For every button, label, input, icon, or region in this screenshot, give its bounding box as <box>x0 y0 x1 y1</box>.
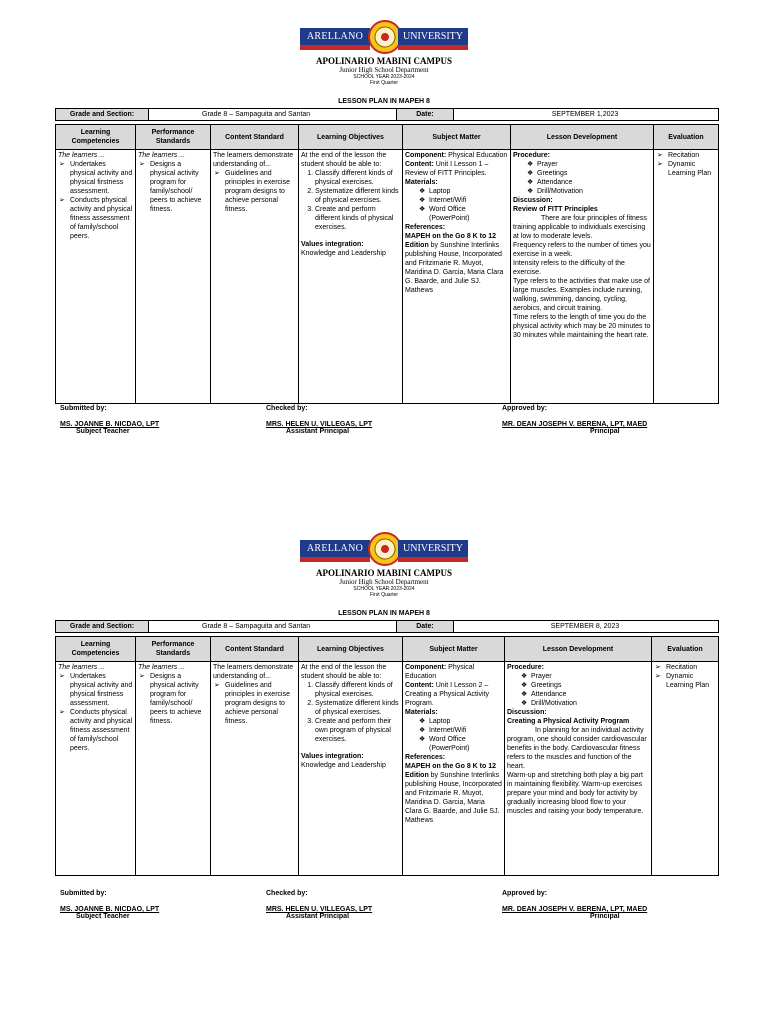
procedure-item: ❖ Attendance <box>537 178 651 187</box>
content-item: ➢ Guidelines and principles in exercise program designs to achieve personal fitness. <box>225 681 296 726</box>
objectives-intro: At the end of the lesson the student should be able to: <box>301 152 387 168</box>
discussion-paragraph: There are four principles of fitness training applicable to individuals exercising at low to moderate levels. <box>513 215 647 240</box>
discussion-label: Discussion: <box>507 709 547 716</box>
learners-intro: The learners ... <box>138 664 186 671</box>
objective-item: 3. Create and perform their own program of physical exercises. <box>315 717 400 744</box>
material-item: ❖ Laptop <box>429 187 508 196</box>
date-label: Date: <box>396 621 454 632</box>
component-value: Physical Education <box>405 664 475 680</box>
reference-title: MAPEH on the Go 8 K to 12 Edition <box>405 233 497 249</box>
competencies-cell <box>56 150 136 404</box>
content-item: ➢ Guidelines and principles in exercise program designs to achieve personal fitness. <box>225 169 296 214</box>
school-year: SCHOOL YEAR 2023-2024 <box>353 586 415 592</box>
performance-item: ➢ Designs a physical activity program for family/school/ peers to achieve fitness. <box>150 672 208 726</box>
discussion-paragraph: In planning for an individual activity program, one should consider cardiovascular benefits in the body. Cardiovascular fitness refers to the muscles and function of the heart. <box>507 727 647 770</box>
development-cell <box>505 662 652 876</box>
competencies-cell <box>56 662 136 876</box>
quarter: First Quarter <box>369 80 399 86</box>
seal-icon <box>368 532 402 566</box>
discussion-paragraph: Intensity refers to the difficulty of the exercise. <box>513 260 625 276</box>
component-label: Component: <box>405 152 447 159</box>
component-value: Physical Education <box>448 152 508 159</box>
material-item: ❖ Word Office (PowerPoint) <box>429 735 502 753</box>
school-header <box>0 56 768 86</box>
principal-role: Principal <box>590 428 620 435</box>
teacher-role: Subject Teacher <box>76 428 130 435</box>
content-cell <box>211 150 299 404</box>
col-competencies: Learning Competencies <box>56 125 136 150</box>
col-competencies: Learning Competencies <box>56 637 136 662</box>
col-subject: Subject Matter <box>403 637 505 662</box>
department: Junior High School Department <box>339 578 429 586</box>
procedure-label: Procedure: <box>513 152 550 159</box>
grade-section-value: Grade 8 – Sampaguita and Santan <box>202 623 311 630</box>
objectives-intro: At the end of the lesson the student should be able to: <box>301 664 387 680</box>
principal-role: Principal <box>590 913 620 920</box>
lesson-table <box>55 124 719 404</box>
evaluation-cell <box>654 150 719 404</box>
content-label: Content: <box>405 161 434 168</box>
ap-name: MRS. HELEN U. VILLEGAS, LPT <box>266 421 373 428</box>
checked-by <box>266 890 372 920</box>
evaluation-cell <box>652 662 719 876</box>
quarter: First Quarter <box>369 592 399 598</box>
content-value: Unit I Lesson 1 – Review of FITT Principles. <box>405 161 489 177</box>
logo-text-right: UNIVERSITY <box>398 540 468 557</box>
col-content: Content Standard <box>211 125 299 150</box>
discussion-paragraph: Type refers to the activities that make use of large muscles. Examples include running, walking, swimming, dancing, cycling, aerobics, and circuit training. <box>513 278 650 312</box>
performance-item: ➢ Designs a physical activity program for family/school/ peers to achieve fitness. <box>150 160 208 214</box>
col-evaluation: Evaluation <box>652 637 719 662</box>
procedure-item: ❖ Prayer <box>531 672 649 681</box>
seal-icon <box>368 20 402 54</box>
campus-name: APOLINARIO MABINI CAMPUS <box>315 56 452 66</box>
references-label: References: <box>405 754 446 761</box>
teacher-name: MS. JOANNE B. NICDAO, LPT <box>60 906 160 913</box>
col-development: Lesson Development <box>505 637 652 662</box>
col-evaluation: Evaluation <box>654 125 719 150</box>
col-objectives: Learning Objectives <box>299 125 403 150</box>
discussion-title: Creating a Physical Activity Program <box>507 718 630 725</box>
submitted-by <box>60 405 159 435</box>
discussion-label: Discussion: <box>513 197 553 204</box>
objective-item: 2. Systematize different kinds of physical exercises. <box>315 187 400 205</box>
lesson-table <box>55 636 719 876</box>
approved-label: Approved by: <box>502 405 548 412</box>
date-value: SEPTEMBER 8, 2023 <box>550 623 620 630</box>
evaluation-item: ➢ Dynamic Learning Plan <box>668 160 716 178</box>
col-development: Lesson Development <box>511 125 654 150</box>
reference-rest: by Sunshine Interlinks publishing House, Incorporated and Fritzimarie R. Muyot, Maridina D. Garcia, Maria Clara G. Baarde, and Julie SJ. Mathews <box>405 772 502 824</box>
ap-role: Assistant Principal <box>286 913 350 920</box>
principal-name: MR. DEAN JOSEPH V. BERENA, LPT, MAED <box>502 906 648 913</box>
development-cell <box>511 150 654 404</box>
col-content: Content Standard <box>211 637 299 662</box>
material-item: ❖ Word Office (PowerPoint) <box>429 205 508 223</box>
content-value: Unit I Lesson 2 – Creating a Physical Activity Program. <box>405 682 490 707</box>
values-label: Values integration: <box>301 241 364 248</box>
content-label: Content: <box>405 682 434 689</box>
ap-role: Assistant Principal <box>286 428 350 435</box>
evaluation-item: ➢ Dynamic Learning Plan <box>666 672 716 690</box>
content-cell <box>211 662 299 876</box>
date-value: SEPTEMBER 1,2023 <box>551 111 619 118</box>
learners-intro: The learners ... <box>138 152 186 159</box>
teacher-name: MS. JOANNE B. NICDAO, LPT <box>60 421 160 428</box>
evaluation-item: ➢ Recitation <box>668 151 716 160</box>
col-performance: Performance Standards <box>136 637 211 662</box>
objectives-cell <box>299 662 403 876</box>
competency-item: ➢ Undertakes physical activity and physical firstness assessment. <box>70 672 133 708</box>
school-header <box>0 568 768 598</box>
discussion-paragraph: Warm-up and stretching both play a big part in maintaining flexibility. Warm-up exercises prepare your mind and body for activity by gradually increasing blood flow to your muscles and raising your body temperature. <box>507 772 644 815</box>
procedure-item: ❖ Greetings <box>531 681 649 690</box>
checked-label: Checked by: <box>266 890 308 897</box>
lesson-plan-2 <box>0 512 768 1024</box>
procedure-item: ❖ Prayer <box>537 160 651 169</box>
page-title: LESSON PLAN IN MAPEH 8 <box>338 98 430 105</box>
university-logo <box>300 532 468 568</box>
discussion-paragraph: Frequency refers to the number of times you exercise in a week. <box>513 242 651 258</box>
objective-item: 3. Create and perform different kinds of physical exercises. <box>315 205 400 232</box>
procedure-label: Procedure: <box>507 664 544 671</box>
learners-intro: The learners ... <box>58 664 106 671</box>
objective-item: 1. Classify different kinds of physical exercises. <box>315 681 400 699</box>
col-objectives: Learning Objectives <box>299 637 403 662</box>
material-item: ❖ Internet/Wifi <box>429 726 502 735</box>
principal-name: MR. DEAN JOSEPH V. BERENA, LPT, MAED <box>502 421 648 428</box>
grade-section-row <box>55 108 719 121</box>
reference-rest: by Sunshine Interlinks publishing House, Incorporated and Fritzimarie R. Muyot, Maridina D. Garcia, Maria Clara G. Baarde, and Julie SJ. Mathews <box>405 242 504 294</box>
discussion-paragraph: Time refers to the length of time you do the physical activity which may be 20 minutes to 30 minutes while maintaining the heart rate. <box>513 314 651 339</box>
date-label: Date: <box>396 109 454 120</box>
material-item: ❖ Laptop <box>429 717 502 726</box>
procedure-item: ❖ Drill/Motivation <box>537 187 651 196</box>
campus-name: APOLINARIO MABINI CAMPUS <box>315 568 452 578</box>
objective-item: 2. Systematize different kinds of physical exercises. <box>315 699 400 717</box>
evaluation-item: ➢ Recitation <box>666 663 716 672</box>
logo-text-right: UNIVERSITY <box>398 28 468 45</box>
approved-label: Approved by: <box>502 890 548 897</box>
school-year: SCHOOL YEAR 2023-2024 <box>353 74 415 80</box>
material-item: ❖ Internet/Wifi <box>429 196 508 205</box>
objective-item: 1. Classify different kinds of physical exercises. <box>315 169 400 187</box>
objectives-cell <box>299 150 403 404</box>
department: Junior High School Department <box>339 66 429 74</box>
performance-cell <box>136 662 211 876</box>
subject-cell <box>403 662 505 876</box>
competency-item: ➢ Undertakes physical activity and physical firstness assessment. <box>70 160 133 196</box>
ap-name: MRS. HELEN U. VILLEGAS, LPT <box>266 906 373 913</box>
teacher-role: Subject Teacher <box>76 913 130 920</box>
reference-title: MAPEH on the Go 8 K to 12 Edition <box>405 763 497 779</box>
procedure-item: ❖ Greetings <box>537 169 651 178</box>
grade-section-row <box>55 620 719 633</box>
values-text: Knowledge and Leadership <box>301 762 386 769</box>
submitted-label: Submitted by: <box>60 405 107 412</box>
checked-label: Checked by: <box>266 405 308 412</box>
approved-by <box>502 890 647 920</box>
content-intro: The learners demonstrate understanding of... <box>213 664 294 680</box>
submitted-label: Submitted by: <box>60 890 107 897</box>
content-intro: The learners demonstrate understanding of... <box>213 152 294 168</box>
materials-label: Materials: <box>405 709 438 716</box>
page-title: LESSON PLAN IN MAPEH 8 <box>338 610 430 617</box>
checked-by <box>266 405 372 435</box>
grade-section-label: Grade and Section: <box>56 109 149 120</box>
procedure-item: ❖ Attendance <box>531 690 649 699</box>
logo-text-left: ARELLANO <box>300 540 370 557</box>
col-subject: Subject Matter <box>403 125 511 150</box>
submitted-by <box>60 890 159 920</box>
component-label: Component: <box>405 664 447 671</box>
subject-cell <box>403 150 511 404</box>
performance-cell <box>136 150 211 404</box>
competency-item: ➢ Conducts physical activity and physical fitness assessment of family/school peers. <box>70 708 133 753</box>
references-label: References: <box>405 224 446 231</box>
materials-label: Materials: <box>405 179 438 186</box>
discussion-title: Review of FITT Principles <box>513 206 598 213</box>
approved-by <box>502 405 647 435</box>
logo-text-left: ARELLANO <box>300 28 370 45</box>
col-performance: Performance Standards <box>136 125 211 150</box>
competency-item: ➢ Conducts physical activity and physical fitness assessment of family/school peers. <box>70 196 133 241</box>
values-label: Values integration: <box>301 753 364 760</box>
learners-intro: The learners ... <box>58 152 106 159</box>
university-logo <box>300 20 468 56</box>
grade-section-label: Grade and Section: <box>56 621 149 632</box>
grade-section-value: Grade 8 – Sampaguita and Santan <box>202 111 311 118</box>
values-text: Knowledge and Leadership <box>301 250 386 257</box>
procedure-item: ❖ Drill/Motivation <box>531 699 649 708</box>
